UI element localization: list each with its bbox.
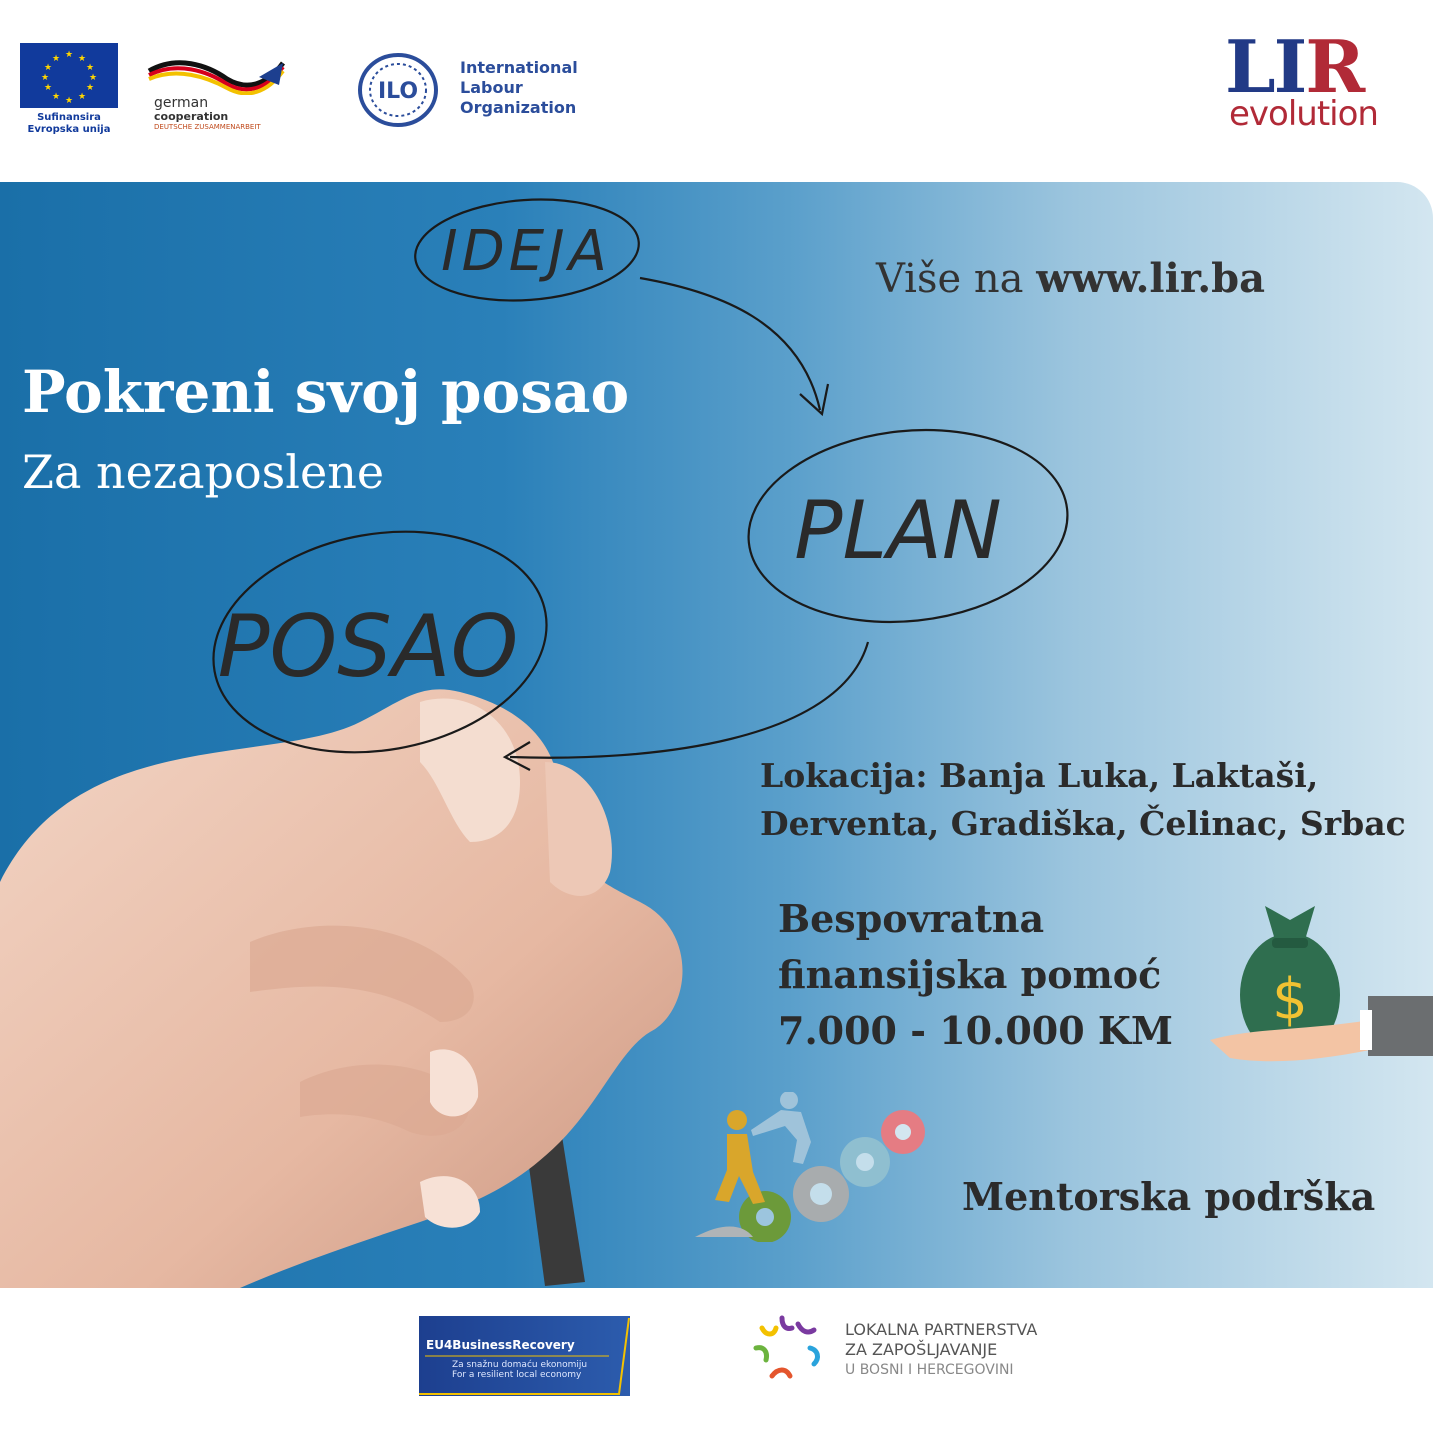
website-link[interactable]: www.lir.ba [1036, 255, 1266, 302]
ilo-text [460, 58, 578, 118]
diagram-plan-label: PLAN [794, 484, 1002, 577]
ilo-line3: Organization [460, 98, 577, 117]
giz-line3: DEUTSCHE ZUSAMMENARBEIT [154, 123, 261, 131]
ilo-line1: International [460, 58, 578, 77]
svg-text:★: ★ [43, 63, 53, 73]
grant-amount: 7.000 - 10.000 KM [778, 1008, 1173, 1053]
partnership-ring-icon [752, 1314, 824, 1382]
grant-line1: Bespovratna [778, 896, 1045, 941]
lir-evolution-text: evolution [1229, 94, 1378, 134]
grant-line2: finansijska pomoć [778, 952, 1162, 997]
diagram-posao-label: POSAO [217, 597, 519, 697]
ilo-line2: Labour [460, 78, 523, 97]
lir-logo [1225, 24, 1364, 109]
ilo-monogram: ILO [377, 79, 419, 104]
svg-text:★: ★ [51, 92, 61, 102]
grant-text [778, 891, 1173, 1059]
lp-line3: U BOSNI I HERCEGOVINI [845, 1362, 1014, 1378]
eu-caption-line2: Evropska unija [27, 124, 111, 135]
svg-text:★: ★ [85, 83, 95, 93]
headline: Pokreni svoj posao [22, 358, 630, 426]
svg-text:★: ★ [64, 96, 74, 106]
more-info-prefix: Više na [876, 256, 1037, 302]
lir-logo-part1: LI [1225, 24, 1306, 109]
svg-text:★: ★ [88, 73, 98, 83]
money-bag-icon [1210, 900, 1433, 1075]
svg-text:★: ★ [85, 63, 95, 73]
eu4-subtitle-english: For a resilient local economy [452, 1370, 582, 1380]
eu-caption [20, 112, 118, 136]
location-line2: Derventa, Gradiška, Čelinac, Srbac [760, 804, 1406, 843]
eu-flag-icon [20, 43, 118, 108]
giz-line1: german [154, 95, 209, 111]
svg-text:★: ★ [43, 83, 53, 93]
location-text [760, 752, 1406, 848]
hero-panel [0, 182, 1433, 1288]
footer-bar [0, 1288, 1433, 1433]
svg-text:★: ★ [40, 73, 50, 83]
eu4-title: EU4BusinessRecovery [426, 1338, 575, 1352]
giz-line2: cooperation [154, 110, 229, 123]
climbing-gears-icon [693, 1092, 943, 1242]
more-info [876, 255, 1265, 302]
lp-line1: LOKALNA PARTNERSTVA [845, 1320, 1038, 1339]
svg-text:★: ★ [64, 50, 74, 60]
ilo-emblem-icon [356, 52, 440, 128]
mentoring-text: Mentorska podrška [962, 1174, 1376, 1219]
subheadline: Za nezaposlene [22, 445, 385, 499]
diagram-idea-label: IDEJA [441, 219, 611, 284]
eu-caption-line1: Sufinansira [37, 112, 101, 123]
svg-text:★: ★ [77, 54, 87, 64]
lir-logo-part2: R [1305, 24, 1364, 109]
lp-line2: ZA ZAPOŠLJAVANJE [845, 1340, 998, 1359]
money-symbol: $ [1272, 967, 1308, 1032]
svg-text:★: ★ [77, 92, 87, 102]
location-line1: Lokacija: Banja Luka, Laktaši, [760, 756, 1319, 795]
lp-text [845, 1320, 1037, 1380]
eu4-subtitle-local: Za snažnu domaću ekonomiju [452, 1360, 588, 1370]
eu4-business-recovery-logo [419, 1316, 630, 1396]
svg-text:★: ★ [51, 54, 61, 64]
